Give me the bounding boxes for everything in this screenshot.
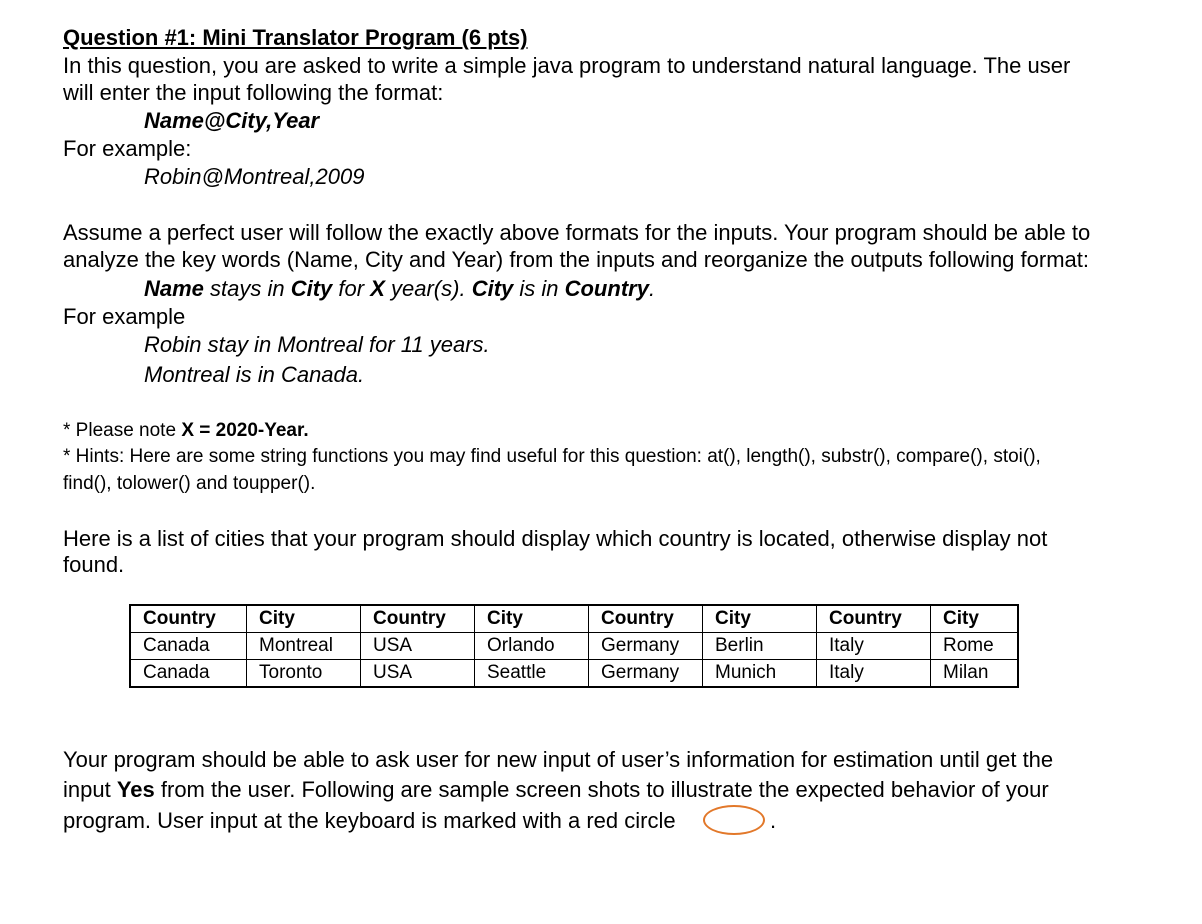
table-cell: Munich [703,660,817,688]
output-format-dot: . [648,276,656,301]
cities-intro-line-2: found. [63,552,125,577]
example-input: Robin@Montreal,2009 [144,164,365,189]
table-cell: Milan [931,660,1019,688]
table-header-cell: Country [361,605,475,633]
assume-line-1: Assume a perfect user will follow the exactly above formats for the inputs. Your program should be able to [63,220,1091,245]
table-cell: Canada [130,633,247,660]
table-header-cell: City [475,605,589,633]
table-header-cell: Country [130,605,247,633]
table-cell: Italy [817,633,931,660]
table-cell: Orlando [475,633,589,660]
closing-line-2-post: from the user. Following are sample screen shots to illustrate the expected behavior of your [154,777,1049,802]
red-circle-icon [703,805,765,835]
table-cell: Italy [817,660,931,688]
table-cell: Montreal [247,633,361,660]
assume-line-2: analyze the key words (Name, City and Year) from the inputs and reorganize the outputs following format: [63,247,1089,272]
table-cell: Canada [130,660,247,688]
example-output-line-2: Montreal is in Canada. [144,362,365,387]
table-header-cell: City [703,605,817,633]
table-cell: Toronto [247,660,361,688]
output-format-x: X [370,276,385,301]
example-output-line-1: Robin stay in Montreal for 11 years. [144,332,490,357]
output-format [144,276,655,302]
table-row [130,633,1018,660]
output-format-years: year(s). [384,276,472,301]
table-cell: Germany [589,633,703,660]
output-format-for: for [332,276,371,301]
table-cell: Seattle [475,660,589,688]
closing-line-1: Your program should be able to ask user for new input of user’s information for estimation until get the [63,747,1054,772]
table-cell: Berlin [703,633,817,660]
question-title: Question #1: Mini Translator Program (6 pts) [63,25,528,50]
table-header-row [130,605,1018,633]
cities-intro-line-1: Here is a list of cities that your program should display which country is located, otherwise display not [63,526,1048,551]
yes-keyword: Yes [116,777,155,802]
example-label-2: For example [63,304,186,329]
closing-line-2 [63,777,1049,803]
output-format-stays-in: stays in [203,276,291,301]
table-cell: Rome [931,633,1019,660]
hints-line-1: * Hints: Here are some string functions you may find useful for this question: at(), length(), substr(), compare(), stoi(), [63,446,1041,467]
note-prefix: * Please note [63,420,182,441]
input-format: Name@City,Year [144,108,320,133]
example-label-1: For example: [63,136,192,161]
output-format-country: Country [564,276,649,301]
table-header-cell: City [931,605,1019,633]
table-cell: Germany [589,660,703,688]
table-header-cell: City [247,605,361,633]
output-format-name: Name [144,276,204,301]
closing-line-3-end: . [770,808,777,833]
hints-line-2: find(), tolower() and toupper(). [63,473,316,494]
table-header-cell: Country [589,605,703,633]
output-format-city: City [290,276,333,301]
closing-line-3: program. User input at the keyboard is marked with a red circle [63,808,676,833]
closing-line-2-pre: input [63,777,117,802]
output-format-is-in: is in [513,276,565,301]
intro-line-2: will enter the input following the format: [63,80,444,105]
output-format-city-2: City [471,276,514,301]
table-cell: USA [361,633,475,660]
table-header-cell: Country [817,605,931,633]
note-line [63,418,309,444]
table-row [130,660,1018,688]
note-value: X = 2020-Year. [181,420,309,441]
intro-line-1: In this question, you are asked to write a simple java program to understand natural language. The user [63,53,1071,78]
table-cell: USA [361,660,475,688]
cities-table [129,604,1019,688]
